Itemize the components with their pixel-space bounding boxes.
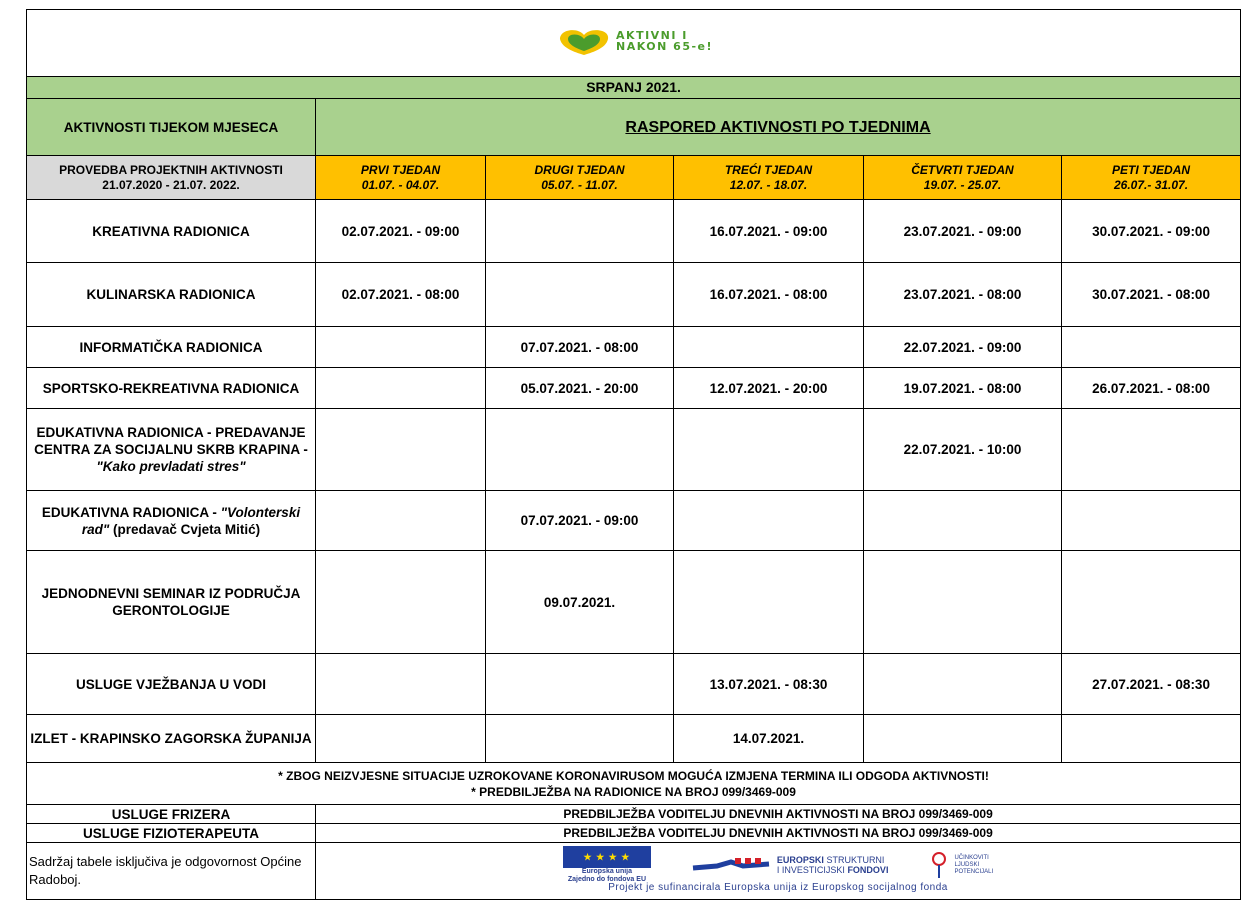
esf-text: [954, 855, 993, 876]
activity-name: KREATIVNA RADIONICA: [27, 200, 316, 263]
week-dates: 26.07.- 31.07.: [1114, 177, 1189, 192]
project-label: PROVEDBA PROJEKTNIH AKTIVNOSTI: [59, 162, 283, 177]
schedule-cell: 07.07.2021. - 08:00: [486, 327, 674, 368]
schedule-cell: [1062, 409, 1241, 491]
activity-name: INFORMATIČKA RADIONICA: [27, 327, 316, 368]
schedule-title: RASPORED AKTIVNOSTI PO TJEDNIMA: [316, 99, 1241, 156]
week-header: [674, 156, 864, 200]
schedule-cell: [486, 715, 674, 763]
week-dates: 12.07. - 18.07.: [729, 177, 808, 192]
schedule-cell: [864, 715, 1062, 763]
funding-logos: [319, 848, 1237, 882]
schedule-cell: [486, 654, 674, 715]
schedule-cell: [486, 409, 674, 491]
schedule-cell: 16.07.2021. - 09:00: [674, 200, 864, 263]
notice-line1: * ZBOG NEIZVJESNE SITUACIJE UZROKOVANE KORONAVIRUSOM MOGUĆA IZMJENA TERMINA ILI ODGODA AKTIVNOSTI!: [278, 768, 989, 783]
activity-lecturer: (predavač Cvjeta Mitić): [109, 521, 261, 537]
schedule-cell: 02.07.2021. - 08:00: [316, 263, 486, 327]
esif-rest1: STRUKTURNI: [823, 855, 885, 865]
schedule-cell: 30.07.2021. - 08:00: [1062, 263, 1241, 327]
table-row: [27, 327, 1241, 368]
logo-line1: AKTIVNI I: [616, 29, 688, 42]
week-header: [1062, 156, 1241, 200]
notice-row: [27, 763, 1241, 805]
schedule-cell: 30.07.2021. - 09:00: [1062, 200, 1241, 263]
esf-line2: LJUDSKI: [954, 861, 980, 868]
notice-cell: [27, 763, 1241, 805]
week-dates: 01.07. - 04.07.: [361, 177, 440, 192]
activity-title-italic: "Kako prevladati stres": [96, 459, 246, 474]
activity-name: USLUGE VJEŽBANJA U VODI: [27, 654, 316, 715]
activity-text: EDUKATIVNA RADIONICA - PREDAVANJE CENTRA ZA SOCIJALNU SKRB KRAPINA -: [34, 425, 308, 457]
schedule-cell: [486, 200, 674, 263]
esif-rest2: I INVESTICIJSKI: [776, 865, 848, 875]
schedule-cell: 19.07.2021. - 08:00: [864, 368, 1062, 409]
service-booking: PREDBILJEŽBA VODITELJU DNEVNIH AKTIVNOSTI NA BROJ 099/3469-009: [316, 824, 1241, 843]
esif-bold1: EUROPSKI: [776, 855, 824, 865]
table-row: [27, 263, 1241, 327]
schedule-cell: [316, 491, 486, 551]
esif-bold2: FONDOVI: [847, 865, 889, 875]
service-row: [27, 805, 1241, 824]
schedule-cell: [1062, 715, 1241, 763]
esf-logo: [928, 851, 993, 879]
schedule-cell: 05.07.2021. - 20:00: [486, 368, 674, 409]
schedule-cell: 14.07.2021.: [674, 715, 864, 763]
schedule-cell: 09.07.2021.: [486, 551, 674, 654]
logo-row: [27, 10, 1241, 77]
schedule-cell: [316, 715, 486, 763]
table-row: [27, 491, 1241, 551]
week-name: TREĆI TJEDAN: [724, 162, 813, 177]
activity-name: IZLET - KRAPINSKO ZAGORSKA ŽUPANIJA: [27, 715, 316, 763]
schedule-cell: [316, 409, 486, 491]
project-period: [27, 156, 316, 200]
disclaimer: Sadržaj tabele isključiva je odgovornost Općine Radoboj.: [27, 843, 316, 900]
activity-name: KULINARSKA RADIONICA: [27, 263, 316, 327]
week-name: PRVI TJEDAN: [360, 162, 441, 177]
service-row: [27, 824, 1241, 843]
eu-line1: Europska unija: [581, 868, 633, 875]
schedule-cell: [674, 327, 864, 368]
table-row: [27, 409, 1241, 491]
activity-name: [27, 491, 316, 551]
project-dates: 21.07.2020 - 21.07. 2022.: [102, 177, 240, 192]
schedule-cell: 16.07.2021. - 08:00: [674, 263, 864, 327]
activity-title-italic: "Volonterski rad": [81, 504, 301, 537]
eu-line2: Zajedno do fondova EU: [567, 876, 646, 883]
schedule-cell: [1062, 551, 1241, 654]
weeks-row: [27, 156, 1241, 200]
schedule-cell: 12.07.2021. - 20:00: [674, 368, 864, 409]
logo-line2: NAKON 65-e!: [616, 40, 714, 53]
schedule-cell: [316, 368, 486, 409]
header-row: [27, 99, 1241, 156]
esif-logo: [691, 855, 889, 875]
schedule-cell: [864, 654, 1062, 715]
table-row: [27, 715, 1241, 763]
schedule-cell: [316, 654, 486, 715]
activities-header: AKTIVNOSTI TIJEKOM MJESECA: [27, 99, 316, 156]
project-logo: [554, 25, 713, 57]
esif-wave-icon: [691, 856, 771, 874]
week-header: [486, 156, 674, 200]
table-row: [27, 368, 1241, 409]
activity-text: EDUKATIVNA RADIONICA -: [41, 504, 221, 520]
schedule-cell: [316, 327, 486, 368]
schedule-cell: [674, 409, 864, 491]
week-dates: 19.07. - 25.07.: [923, 177, 1002, 192]
schedule-cell: [1062, 327, 1241, 368]
schedule-cell: [486, 263, 674, 327]
eu-flag-icon: ★ ★ ★ ★: [563, 846, 651, 868]
schedule-cell: [316, 551, 486, 654]
footer-logos-cell: [316, 843, 1241, 900]
week-header: [316, 156, 486, 200]
week-name: ČETVRTI TJEDAN: [911, 162, 1014, 177]
week-name: DRUGI TJEDAN: [534, 162, 625, 177]
logo-cell: [27, 10, 1241, 77]
table-row: [27, 654, 1241, 715]
schedule-cell: [864, 491, 1062, 551]
schedule-cell: [1062, 491, 1241, 551]
week-dates: 05.07. - 11.07.: [541, 177, 618, 192]
schedule-cell: 27.07.2021. - 08:30: [1062, 654, 1241, 715]
activity-name: SPORTSKO-REKREATIVNA RADIONICA: [27, 368, 316, 409]
heart-logo-icon: [554, 25, 614, 57]
table-row: [27, 551, 1241, 654]
notice-line2: * PREDBILJEŽBA NA RADIONICE NA BROJ 099/3469-009: [471, 784, 796, 799]
schedule-cell: 02.07.2021. - 09:00: [316, 200, 486, 263]
footer-row: [27, 843, 1241, 900]
schedule-cell: [674, 491, 864, 551]
service-name: USLUGE FRIZERA: [27, 805, 316, 824]
service-name: USLUGE FIZIOTERAPEUTA: [27, 824, 316, 843]
esf-flower-icon: [928, 851, 950, 879]
activity-name: [27, 409, 316, 491]
month-title: SRPANJ 2021.: [27, 77, 1241, 99]
week-header: [864, 156, 1062, 200]
schedule-cell: [864, 551, 1062, 654]
week-name: PETI TJEDAN: [1112, 162, 1191, 177]
funding-text: Projekt je sufinancirala Europska unija iz Europskog socijalnog fonda: [608, 882, 948, 893]
esif-text: [777, 855, 889, 875]
schedule-cell: 22.07.2021. - 10:00: [864, 409, 1062, 491]
activity-schedule-table: [26, 9, 1241, 900]
schedule-cell: 23.07.2021. - 08:00: [864, 263, 1062, 327]
esf-line1: UČINKOVITI: [954, 854, 989, 861]
esf-line3: POTENCIJALI: [954, 868, 994, 875]
month-row: [27, 77, 1241, 99]
table-row: [27, 200, 1241, 263]
eu-logo: [563, 846, 651, 884]
activity-name: JEDNODNEVNI SEMINAR IZ PODRUČJA GERONTOLOGIJE: [27, 551, 316, 654]
schedule-cell: 07.07.2021. - 09:00: [486, 491, 674, 551]
schedule-cell: 13.07.2021. - 08:30: [674, 654, 864, 715]
schedule-cell: 22.07.2021. - 09:00: [864, 327, 1062, 368]
service-booking: PREDBILJEŽBA VODITELJU DNEVNIH AKTIVNOSTI NA BROJ 099/3469-009: [316, 805, 1241, 824]
schedule-cell: 23.07.2021. - 09:00: [864, 200, 1062, 263]
schedule-cell: 26.07.2021. - 08:00: [1062, 368, 1241, 409]
schedule-cell: [674, 551, 864, 654]
